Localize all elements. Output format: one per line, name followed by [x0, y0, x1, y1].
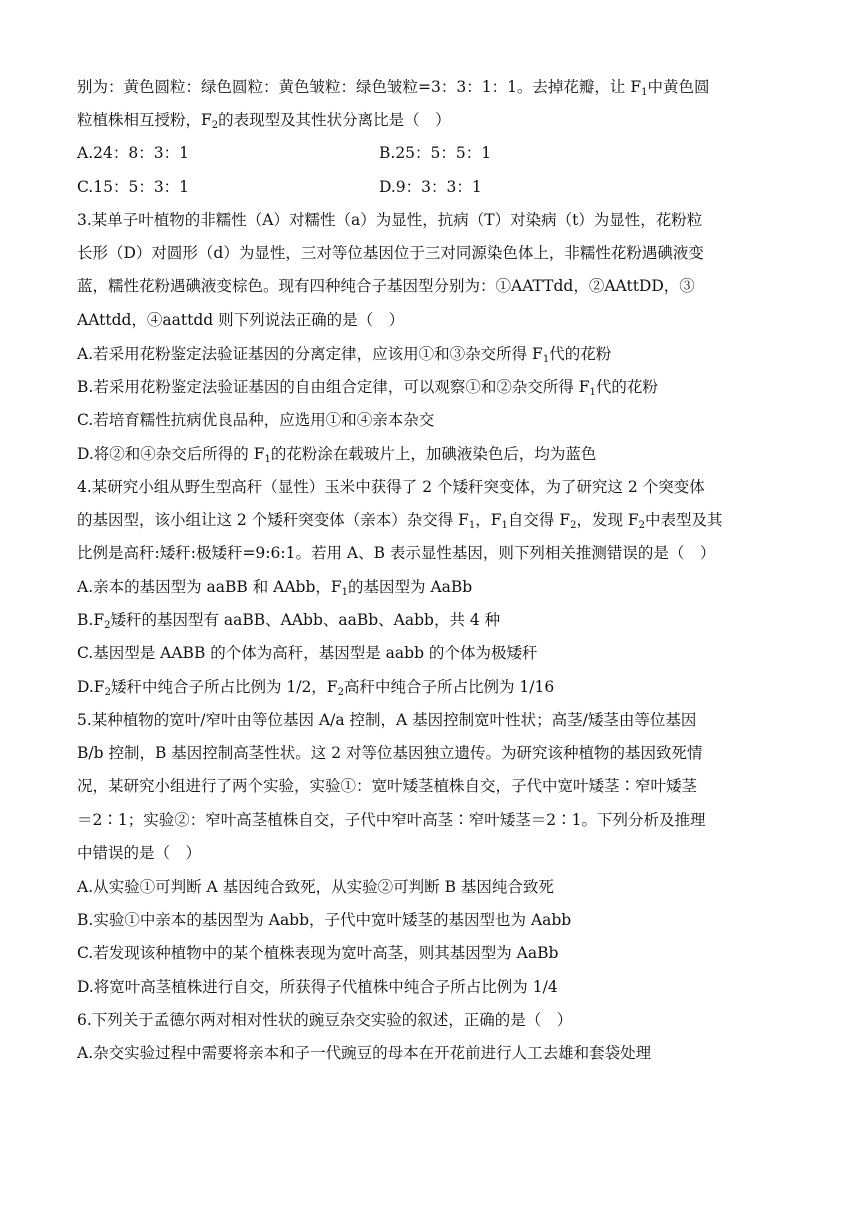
- text-segment: ＝2∶1；实验②：窄叶高茎植株自交，子代中窄叶高茎∶窄叶矮茎＝2∶1。下列分析及推理: [77, 811, 706, 829]
- text-line: [77, 842, 787, 864]
- text-line: [77, 275, 787, 297]
- text-line: [77, 809, 787, 831]
- text-segment: 长形（D）对圆形（d）为显性，三对等位基因位于三对同源染色体上，非糯性花粉遇碘液变: [77, 244, 704, 262]
- text-line: [77, 476, 787, 498]
- text-line: [77, 242, 787, 264]
- option-text: A.24：8：3：1: [77, 144, 189, 162]
- text-line: [77, 542, 787, 564]
- text-segment: AAttdd，④aattdd 则下列说法正确的是（ ）: [77, 311, 405, 329]
- text-line: [77, 876, 787, 898]
- text-segment: 矮秆的基因型有 aaBB、AAbb、aaBb、Aabb，共 4 种: [110, 611, 501, 629]
- text-line: [77, 775, 787, 797]
- option-row: [77, 142, 787, 164]
- text-segment: 6.下列关于孟德尔两对相对性状的豌豆杂交实验的叙述，正确的是（ ）: [77, 1011, 573, 1029]
- text-segment: 粒植株相互授粉，F: [77, 111, 212, 129]
- text-line: [77, 109, 787, 131]
- text-segment: D.将②和④杂交后所得的 F: [77, 445, 265, 463]
- text-segment: 的花粉涂在载玻片上，加碘液染色后，均为蓝色: [270, 445, 597, 463]
- text-line: [77, 609, 787, 631]
- subscript: 1: [641, 87, 648, 98]
- text-line: [77, 942, 787, 964]
- text-segment: D.F: [77, 678, 105, 696]
- text-line: [77, 209, 787, 231]
- text-line: [77, 443, 787, 465]
- text-line: [77, 676, 787, 698]
- text-segment: 比例是高秆:矮秆:极矮秆=9:6:1。若用 A、B 表示显性基因，则下列相关推测错误的是（ ）: [77, 544, 716, 562]
- subscript: 2: [337, 687, 344, 698]
- text-segment: ，F: [475, 511, 502, 529]
- subscript: 1: [264, 454, 271, 465]
- subscript: 2: [211, 120, 219, 131]
- subscript: 2: [104, 687, 111, 698]
- text-line: [77, 1009, 787, 1031]
- text-segment: A.亲本的基因型为 aaBB 和 AAbb，F: [77, 578, 342, 596]
- text-segment: 的基因型，该小组让这 2 个矮秆突变体（亲本）杂交得 F: [77, 511, 469, 529]
- text-segment: B/b 控制，B 基因控制高茎性状。这 2 对等位基因独立遗传。为研究该种植物的基因致死情: [77, 744, 703, 762]
- subscript: 1: [468, 520, 476, 531]
- subscript: 1: [542, 354, 550, 365]
- text-line: [77, 343, 787, 365]
- option-row: [77, 176, 787, 198]
- text-segment: 中黄色圆: [647, 78, 710, 96]
- subscript: 1: [341, 587, 349, 598]
- text-line: [77, 376, 787, 398]
- text-segment: C.基因型是 AABB 的个体为高秆，基因型是 aabb 的个体为极矮秆: [77, 644, 538, 662]
- text-segment: A.若采用花粉鉴定法验证基因的分离定律，应该用①和③杂交所得 F: [77, 345, 543, 363]
- text-segment: ，发现 F: [576, 511, 639, 529]
- text-segment: A.从实验①可判断 A 基因纯合致死，从实验②可判断 B 基因纯合致死: [77, 878, 554, 896]
- text-segment: D.将宽叶高茎植株进行自交，所获得子代植株中纯合子所占比例为 1/4: [77, 978, 558, 996]
- text-segment: 5.某种植物的宽叶/窄叶由等位基因 A/a 控制，A 基因控制宽叶性状；高茎/矮茎由等位基因: [77, 711, 697, 729]
- text-segment: B.若采用花粉鉴定法验证基因的自由组合定律，可以观察①和②杂交所得 F: [77, 378, 590, 396]
- text-line: [77, 909, 787, 931]
- text-line: [77, 576, 787, 598]
- text-line: [77, 642, 787, 664]
- text-line: [77, 742, 787, 764]
- text-segment: 代的花粉: [595, 378, 658, 396]
- text-segment: C.若培育糯性抗病优良品种，应选用①和④亲本杂交: [77, 411, 435, 429]
- text-segment: 蓝，糯性花粉遇碘液变棕色。现有四种纯合子基因型分别为：①AATTdd，②AAttDD，③: [77, 277, 695, 295]
- text-segment: 的基因型为 AaBb: [348, 578, 473, 596]
- text-segment: A.杂交实验过程中需要将亲本和子一代豌豆的母本在开花前进行人工去雄和套袋处理: [77, 1044, 652, 1062]
- text-segment: C.若发现该种植物中的某个植株表现为宽叶高茎，则其基因型为 AaBb: [77, 944, 559, 962]
- subscript: 2: [638, 520, 646, 531]
- text-segment: 代的花粉: [549, 345, 612, 363]
- subscript: 1: [589, 387, 596, 398]
- text-segment: B.F: [77, 611, 105, 629]
- text-segment: 矮秆中纯合子所占比例为 1/2，F: [110, 678, 338, 696]
- text-segment: 中表型及其: [645, 511, 723, 529]
- text-segment: 况，某研究小组进行了两个实验，实验①：宽叶矮茎植株自交，子代中宽叶矮茎∶窄叶矮茎: [77, 777, 698, 795]
- option-text: B.25：5：5：1: [379, 144, 492, 162]
- text-line: [77, 76, 787, 98]
- subscript: 2: [570, 520, 577, 531]
- text-line: [77, 976, 787, 998]
- subscript: 1: [501, 520, 508, 531]
- text-segment: 中错误的是（ ）: [77, 844, 202, 862]
- text-segment: B.实验①中亲本的基因型为 Aabb，子代中宽叶矮茎的基因型也为 Aabb: [77, 911, 572, 929]
- text-segment: 自交得 F: [507, 511, 571, 529]
- text-segment: 别为：黄色圆粒：绿色圆粒：黄色皱粒：绿色皱粒=3：3：1：1。去掉花瓣，让 F: [77, 78, 642, 96]
- text-line: [77, 309, 787, 331]
- option-text: D.9：3：3：1: [379, 178, 482, 196]
- text-segment: 3.某单子叶植物的非糯性（A）对糯性（a）为显性，抗病（T）对染病（t）为显性，花粉粒: [77, 211, 703, 229]
- text-line: [77, 409, 787, 431]
- text-segment: 高秆中纯合子所占比例为 1/16: [343, 678, 555, 696]
- text-segment: 的表现型及其性状分离比是（ ）: [218, 111, 451, 129]
- text-line: [77, 509, 787, 531]
- subscript: 2: [104, 620, 111, 631]
- text-line: [77, 1042, 787, 1064]
- option-text: C.15：5：3：1: [77, 178, 190, 196]
- text-segment: 4.某研究小组从野生型高秆（显性）玉米中获得了 2 个矮秆突变体，为了研究这 2 个突变体: [77, 478, 705, 496]
- text-line: [77, 709, 787, 731]
